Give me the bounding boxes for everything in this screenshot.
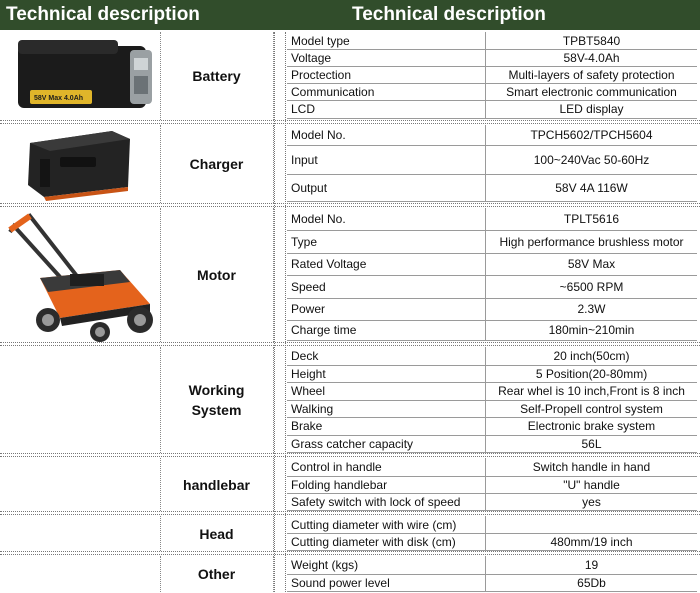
battery-rows (287, 32, 700, 120)
battery-image (0, 32, 161, 120)
row-key: Model No. (287, 208, 486, 230)
handlebar-rows (287, 458, 700, 511)
table-row (287, 275, 697, 299)
other-rows (287, 556, 700, 592)
column-separator (274, 32, 286, 592)
row-value: High performance brushless motor (499, 234, 684, 249)
table-row (287, 347, 697, 366)
table-row (287, 208, 697, 231)
row-value: "U" handle (563, 477, 620, 492)
other-image-area (0, 556, 161, 592)
table-row (287, 100, 697, 119)
row-key: Sound power level (287, 574, 486, 591)
row-key: Proctection (287, 66, 486, 83)
section-label-other: Other (160, 556, 274, 592)
row-value: 5 Position(20-80mm) (535, 366, 648, 381)
section-label-motor: Motor (160, 208, 274, 342)
row-key: Height (287, 365, 486, 382)
row-key: Speed (287, 275, 486, 298)
row-value (486, 516, 697, 533)
table-row (287, 32, 697, 50)
table-row (287, 458, 697, 477)
head-rows (287, 516, 700, 551)
row-value: 58V Max (567, 257, 616, 271)
section-label-line2: System (191, 402, 242, 418)
section-label-charger: Charger (160, 125, 274, 203)
section-label-head: Head (160, 516, 274, 551)
row-value: Self-Propell control system (520, 401, 663, 416)
section-charger (0, 125, 700, 203)
table-row (287, 253, 697, 276)
section-label-working-system (160, 347, 274, 453)
divider (0, 203, 700, 207)
row-key: Type (287, 230, 486, 253)
table-row (287, 417, 697, 436)
row-value: LED display (559, 102, 624, 116)
row-key: Walking (287, 400, 486, 417)
table-row (287, 66, 697, 84)
table-row (287, 476, 697, 494)
section-head (0, 516, 700, 551)
row-key: Cutting diameter with disk (cm) (287, 533, 486, 550)
motor-rows (287, 208, 700, 342)
table-row (287, 83, 697, 101)
table-row (287, 298, 697, 321)
row-key: Wheel (287, 382, 486, 400)
row-value: 480mm/19 inch (550, 534, 633, 549)
working-image-area (0, 347, 161, 453)
row-value: ~6500 RPM (559, 279, 624, 294)
section-label-handlebar: handlebar (160, 458, 274, 511)
handlebar-image-area (0, 458, 161, 511)
row-value: Electronic brake system (527, 419, 656, 433)
table-row (287, 230, 697, 254)
row-key: Grass catcher capacity (287, 435, 486, 452)
section-label-battery: Battery (160, 32, 274, 120)
row-key: Folding handlebar (287, 476, 486, 493)
row-value: 58V 4A 116W (555, 180, 628, 195)
row-key: Safety switch with lock of speed (287, 493, 486, 510)
row-key: Model No. (287, 125, 486, 145)
row-key: Communication (287, 83, 486, 100)
row-key: Model type (287, 32, 486, 49)
table-row (287, 365, 697, 383)
header-title-left: Technical description (6, 4, 200, 25)
table-row (287, 320, 697, 341)
table-row (287, 382, 697, 401)
row-value: 58V-4.0Ah (563, 50, 620, 65)
table-row (287, 435, 697, 453)
row-value: 19 (584, 558, 599, 572)
section-motor (0, 208, 700, 342)
lawn-mower-image (0, 208, 161, 342)
divider (0, 342, 700, 346)
row-key: Input (287, 145, 486, 174)
row-value: Smart electronic communication (506, 84, 677, 99)
row-value: 20 inch(50cm) (553, 349, 630, 363)
row-key: Rated Voltage (287, 253, 486, 275)
table-row (287, 145, 697, 175)
row-key: Power (287, 298, 486, 320)
row-key: Control in handle (287, 458, 486, 476)
section-handlebar (0, 458, 700, 511)
row-key: Charge time (287, 320, 486, 340)
table-row (287, 493, 697, 511)
divider (0, 551, 700, 555)
row-value: 2.3W (577, 302, 606, 316)
page-header (0, 0, 700, 30)
battery-badge-text: 58V Max 4.0Ah (34, 95, 84, 102)
working-rows (287, 347, 700, 453)
section-other (0, 556, 700, 592)
row-value: 56L (581, 436, 602, 451)
divider (0, 511, 700, 515)
row-value: TPBT5840 (562, 33, 621, 48)
row-value: 100~240Vac 50-60Hz (533, 152, 650, 167)
row-value: 65Db (577, 575, 606, 590)
table-row (287, 174, 697, 202)
row-key: LCD (287, 100, 486, 118)
row-value: 180min~210min (548, 323, 635, 337)
row-value: TPCH5602/TPCH5604 (530, 128, 653, 142)
section-label-line1: Working (188, 382, 245, 398)
divider (0, 120, 700, 124)
table-row (287, 516, 697, 534)
row-value: TPLT5616 (563, 212, 620, 226)
row-value: Multi-layers of safety protection (508, 67, 675, 82)
row-key: Voltage (287, 49, 486, 66)
table-row (287, 533, 697, 551)
row-value: Rear whel is 10 inch,Front is 8 inch (498, 384, 685, 398)
table-row (287, 574, 697, 592)
row-value: yes (582, 494, 601, 509)
row-key: Cutting diameter with wire (cm) (287, 516, 486, 533)
row-key: Output (287, 174, 486, 201)
table-row (287, 400, 697, 418)
charger-rows (287, 125, 700, 203)
header-title-right: Technical description (352, 4, 546, 25)
table-row (287, 125, 697, 146)
charger-image (0, 125, 161, 203)
divider (0, 453, 700, 457)
row-key: Deck (287, 347, 486, 365)
row-key: Brake (287, 417, 486, 435)
section-working-system (0, 347, 700, 453)
head-image-area (0, 516, 161, 551)
section-battery (0, 32, 700, 120)
table-row (287, 49, 697, 67)
row-key: Weight (kgs) (287, 556, 486, 574)
table-row (287, 556, 697, 575)
row-value: Switch handle in hand (532, 460, 651, 474)
